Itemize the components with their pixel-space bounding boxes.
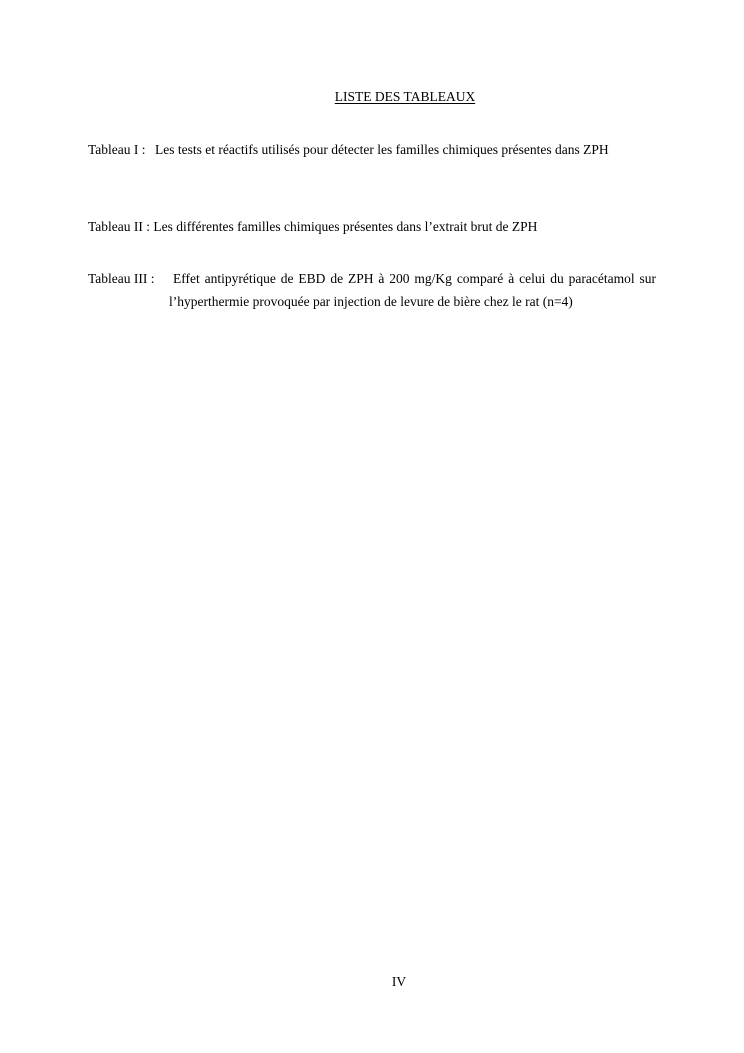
entry-1-text: Les tests et réactifs utilisés pour détecter les familles chimiques présentes dans ZPH (155, 142, 609, 157)
entry-3-text: Effet antipyrétique de EBD de ZPH à 200 mg/Kg comparé à celui du paracétamol sur l’hyperthermie provoquée par injection de levure de bière chez le rat (n=4) (169, 271, 656, 309)
entry-1-row (88, 138, 656, 161)
entry-3-row (88, 267, 656, 313)
table-list-entry-1 (88, 138, 656, 161)
page-title: LISTE DES TABLEAUX (334, 89, 476, 104)
entry-1-label: Tableau I : (88, 142, 146, 157)
entry-2-row (88, 215, 656, 238)
table-list-entry-3 (88, 267, 656, 313)
page-number: IV (391, 974, 407, 989)
entry-2-text: Les différentes familles chimiques présentes dans l’extrait brut de ZPH (153, 219, 538, 234)
table-list-entry-2 (88, 215, 656, 238)
entry-3-label: Tableau III : (88, 271, 155, 286)
entry-2-label: Tableau II : (88, 219, 151, 234)
